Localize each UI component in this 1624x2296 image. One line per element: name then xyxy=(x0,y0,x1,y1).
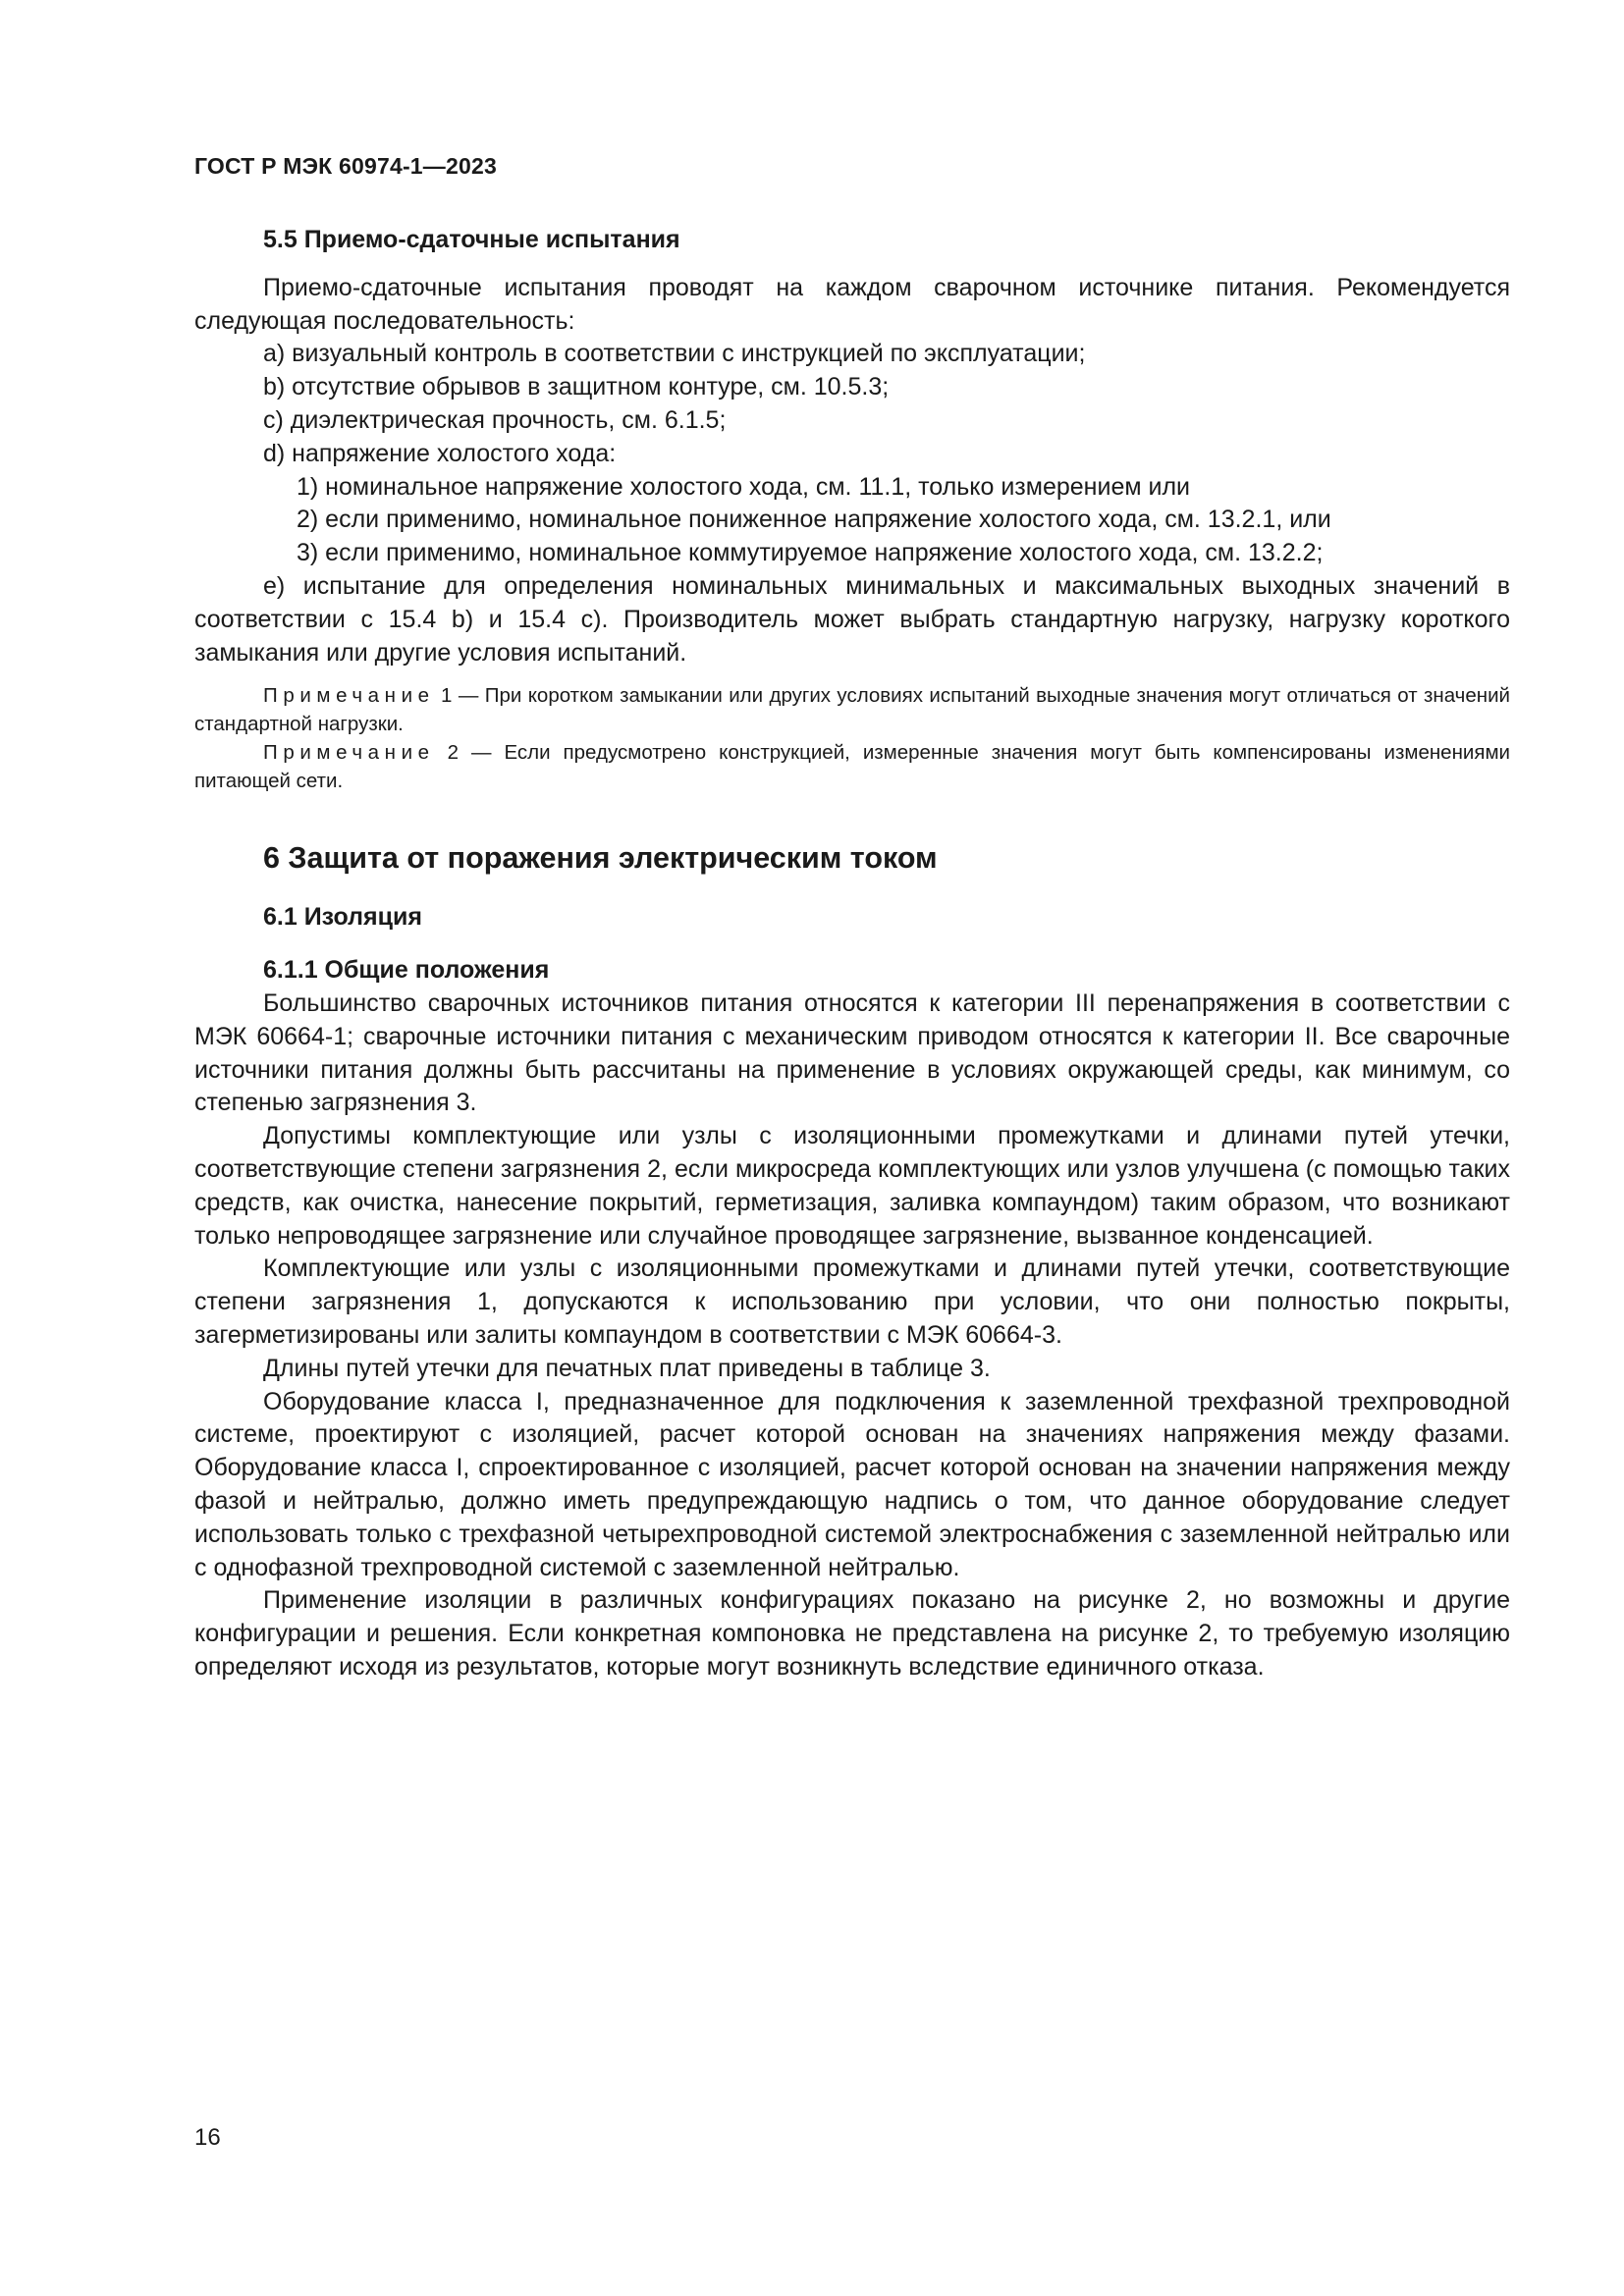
page-content xyxy=(194,224,1510,1684)
paragraph-6-1-1-5: Оборудование класса I, предназначенное для подключения к заземленной трехфазной трехпроводной системе, проектируют с изоляцией, расчет которой основан на значениях напряжения между фазами. Оборудование класса I, спроектированное с изоляцией, расчет которой основан на значении напряжения между фазой и нейтралью, должно иметь предупреждающую надпись о том, что данное оборудование следует использовать только с трехфазной четырехпроводной системой электроснабжения с заземленной нейтралью или с однофазной трехпроводной системой с заземленной нейтралью. xyxy=(194,1387,1510,1581)
section-heading-6: 6 Защита от поражения электрическим током xyxy=(263,841,938,876)
paragraph-6-1-1-1: Большинство сварочных источников питания относятся к категории III перенапряжения в соответствии с МЭК 60664-1; сварочные источники питания с механическим приводом относятся к категории II. Все сварочные источники питания должны быть рассчитаны на применение в условиях окружающей среды, как минимум, со степенью загрязнения 3. xyxy=(194,988,1510,1117)
subsection-heading-5-5: 5.5 Приемо-сдаточные испытания xyxy=(263,226,680,253)
list-item-d: d) напряжение холостого хода: xyxy=(263,439,617,467)
document-header: ГОСТ Р МЭК 60974-1—2023 xyxy=(194,153,497,179)
subsection-heading-6-1-1: 6.1.1 Общие положения xyxy=(263,956,550,985)
list-subitem-2: 2) если применимо, номинальное пониженное напряжение холостого хода, см. 13.2.1, или xyxy=(297,506,1331,534)
note-2-label: Примечание xyxy=(263,741,435,765)
page-number: 16 xyxy=(194,2124,221,2151)
note-1-label: Примечание xyxy=(263,684,435,708)
note-2 xyxy=(194,738,1510,795)
subsection-heading-6-1: 6.1 Изоляция xyxy=(263,903,422,932)
list-item-b: b) отсутствие обрывов в защитном контуре, см. 10.5.3; xyxy=(263,373,890,401)
note-2-text: 2 — Если предусмотрено конструкцией, измеренные значения могут быть компенсированы изменениями питающей сети. xyxy=(194,741,1510,793)
list-item-a: a) визуальный контроль в соответствии с инструкцией по эксплуатации; xyxy=(263,340,1086,368)
list-subitem-1: 1) номинальное напряжение холостого хода, см. 11.1, только измерением или xyxy=(297,472,1190,501)
paragraph-6-1-1-2: Допустимы комплектующие или узлы с изоляционными промежутками и длинами путей утечки, соответствующие степени загрязнения 2, если микросреда комплектующих или узлов улучшена (с помощью таких средств, как очистка, нанесение покрытий, герметизация, заливка компаундом) таким образом, что возникают только непроводящее загрязнение или случайное проводящее загрязнение, вызванное конденсацией. xyxy=(194,1122,1510,1250)
list-subitem-3: 3) если применимо, номинальное коммутируемое напряжение холостого хода, см. 13.2.2; xyxy=(297,539,1324,567)
note-1-text: 1 — При коротком замыкании или других условиях испытаний выходные значения могут отличаться от значений стандартной нагрузки. xyxy=(194,684,1510,736)
paragraph-5-5-intro: Приемо-сдаточные испытания проводят на каждом сварочном источнике питания. Рекомендуется следующая последовательность: xyxy=(194,273,1510,335)
list-item-e: e) испытание для определения номинальных минимальных и максимальных выходных значений в соответствии с 15.4 b) и 15.4 c). Производитель может выбрать стандартную нагрузку, нагрузку короткого замыкания или другие условия испытаний. xyxy=(194,571,1510,667)
paragraph-6-1-1-6: Применение изоляции в различных конфигурациях показано на рисунке 2, но возможны и другие конфигурации и решения. Если конкретная компоновка не представлена на рисунке 2, то требуемую изоляцию определяют исходя из результатов, которые могут возникнуть вследствие единичного отказа. xyxy=(194,1586,1510,1681)
paragraph-6-1-1-3: Комплектующие или узлы с изоляционными промежутками и длинами путей утечки, соответствующие степени загрязнения 1, допускаются к использованию при условии, что они полностью покрыты, загерметизированы или залиты компаундом в соответствии с МЭК 60664-3. xyxy=(194,1255,1510,1349)
paragraph-6-1-1-4: Длины путей утечки для печатных плат приведены в таблице 3. xyxy=(263,1354,991,1382)
note-1 xyxy=(194,681,1510,738)
list-item-c: c) диэлектрическая прочность, см. 6.1.5; xyxy=(263,405,727,434)
